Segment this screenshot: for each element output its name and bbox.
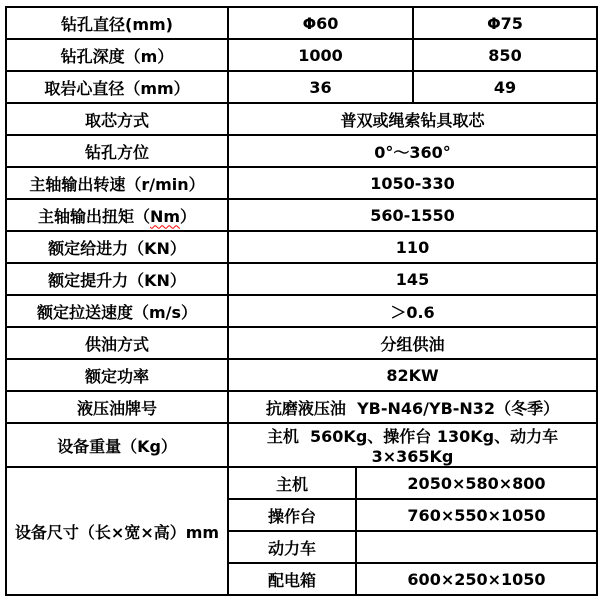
dimension-item-power-cart: 动力车 xyxy=(228,531,356,563)
table-row-rated-feed-force xyxy=(6,231,597,263)
spec-label-core-diameter: 取岩心直径（mm） xyxy=(6,71,228,103)
table-row-equipment-weight xyxy=(6,423,597,467)
spec-label-oil-supply-method: 供油方式 xyxy=(6,327,228,359)
spec-label-rated-lift-force: 额定提升力（KN） xyxy=(6,263,228,295)
dimension-size-power-cart xyxy=(356,531,597,563)
dimension-item-distribution-box: 配电箱 xyxy=(228,563,356,595)
spec-label-bore-azimuth: 钻孔方位 xyxy=(6,135,228,167)
spec-label-equipment-weight: 设备重量（Kg） xyxy=(6,423,228,467)
spec-value-hydraulic-oil-grade: 抗磨液压油 YB-N46/YB-N32（冬季） xyxy=(228,391,597,423)
spec-value-core-diameter-phi75: 49 xyxy=(413,71,597,103)
table-row-bore-azimuth xyxy=(6,135,597,167)
spec-label-rated-power: 额定功率 xyxy=(6,359,228,391)
spec-value-bore-depth-phi75: 850 xyxy=(413,39,597,71)
spec-value-core-diameter-phi60: 36 xyxy=(228,71,413,103)
table-row-rated-power xyxy=(6,359,597,391)
spec-label-bore-diameter: 钻孔直径(mm) xyxy=(6,7,228,39)
table-row-spindle-torque xyxy=(6,199,597,231)
spec-label-rated-pull-speed: 额定拉送速度（m/s） xyxy=(6,295,228,327)
spec-value-rated-feed-force: 110 xyxy=(228,231,597,263)
dimension-size-main-unit: 2050×580×800 xyxy=(356,467,597,499)
spec-label-torque-prefix: 主轴输出扭矩（ xyxy=(37,206,150,226)
spec-value-rated-pull-speed: ＞0.6 xyxy=(228,295,597,327)
table-row-core-diameter xyxy=(6,71,597,103)
spec-label-bore-depth: 钻孔深度（m） xyxy=(6,39,228,71)
table-row-rated-lift-force xyxy=(6,263,597,295)
spec-value-rated-lift-force: 145 xyxy=(228,263,597,295)
spec-value-bore-azimuth: 0°～360° xyxy=(228,135,597,167)
spec-value-bore-diameter-phi60: Φ60 xyxy=(228,7,413,39)
table-row-bore-depth xyxy=(6,39,597,71)
table-row-hydraulic-oil-grade xyxy=(6,391,597,423)
table-row-spindle-speed xyxy=(6,167,597,199)
misspelled-word-nm: Nm xyxy=(149,206,181,226)
dimension-size-distribution-box: 600×250×1050 xyxy=(356,563,597,595)
spec-value-bore-diameter-phi75: Φ75 xyxy=(413,7,597,39)
spec-label-spindle-torque xyxy=(6,199,228,231)
dimension-size-console: 760×550×1050 xyxy=(356,499,597,531)
dimension-item-main-unit: 主机 xyxy=(228,467,356,499)
spec-value-coring-method: 普双或绳索钻具取芯 xyxy=(228,103,597,135)
spec-value-oil-supply-method: 分组供油 xyxy=(228,327,597,359)
spec-label-hydraulic-oil-grade: 液压油牌号 xyxy=(6,391,228,423)
spec-value-spindle-speed: 1050-330 xyxy=(228,167,597,199)
table-row-dimensions-main-unit xyxy=(6,467,597,499)
spec-label-equipment-dimensions: 设备尺寸（长×宽×高）mm xyxy=(6,467,228,595)
spec-value-spindle-torque: 560-1550 xyxy=(228,199,597,231)
spec-value-equipment-weight: 主机 560Kg、操作台 130Kg、动力车 3×365Kg xyxy=(228,423,597,467)
dimension-item-console: 操作台 xyxy=(228,499,356,531)
spec-label-torque-suffix: ） xyxy=(180,206,197,226)
table-row-rated-pull-speed xyxy=(6,295,597,327)
table-row-coring-method xyxy=(6,103,597,135)
table-row-oil-supply-method xyxy=(6,327,597,359)
spec-label-coring-method: 取芯方式 xyxy=(6,103,228,135)
drilling-rig-spec-table xyxy=(5,6,598,596)
spec-value-rated-power: 82KW xyxy=(228,359,597,391)
table-row-bore-diameter xyxy=(6,7,597,39)
spec-value-bore-depth-phi60: 1000 xyxy=(228,39,413,71)
spec-label-rated-feed-force: 额定给进力（KN） xyxy=(6,231,228,263)
spec-label-spindle-speed: 主轴输出转速（r/min） xyxy=(6,167,228,199)
